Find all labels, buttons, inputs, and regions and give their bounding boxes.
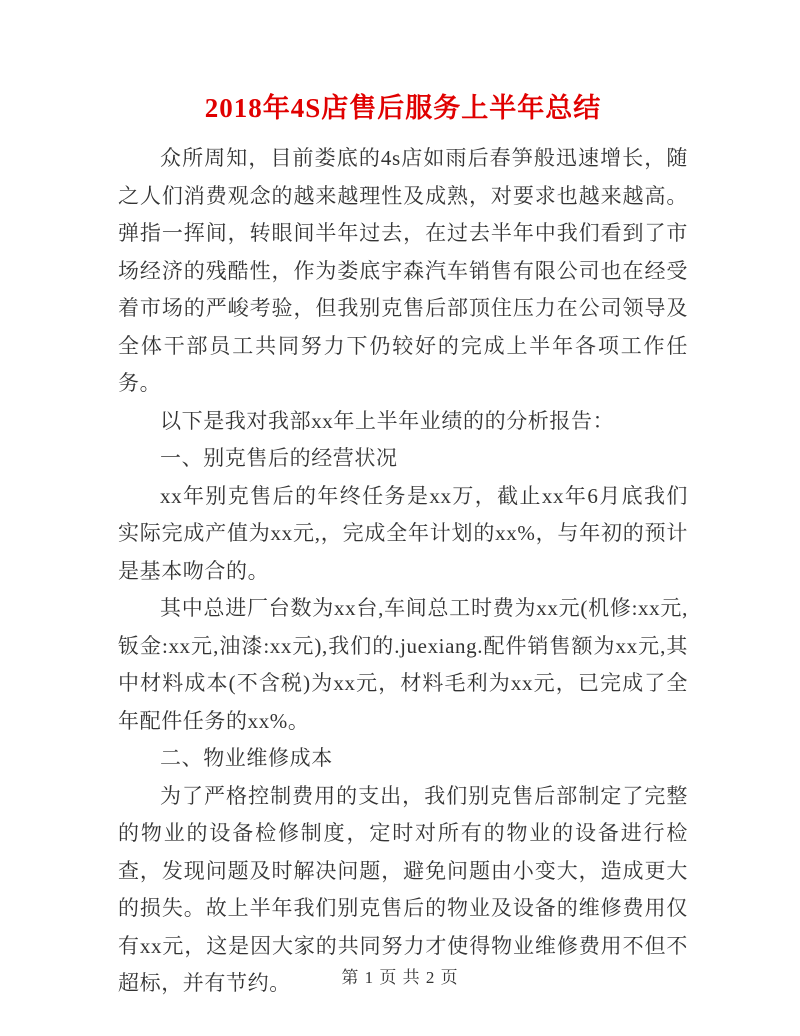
paragraph-section1-b: 其中总进厂台数为xx台,车间总工时费为xx元(机修:xx元,钣金:xx元,油漆:xx元),我们的.juexiang.配件销售额为xx元,其中材料成本(不含税)为xx元，材料毛利为xx元，已完成了全年配件任务的xx%。 (118, 596, 688, 733)
paragraph-section1-a: xx年别克售后的年终任务是xx万，截止xx年6月底我们实际完成产值为xx元,，完成全年计划的xx%，与年初的预计是基本吻合的。 (118, 483, 688, 583)
section-heading-2: 二、物业维修成本 (160, 746, 333, 770)
paragraph-intro: 众所周知，目前娄底的4s店如雨后春笋般迅速增长，随之人们消费观念的越来越理性及成熟，对要求也越来越高。弹指一挥间，转眼间半年过去，在过去半年中我们看到了市场经济的残酷性，作为娄底宇森汽车销售有限公司也在经受着市场的严峻考验，但我别克售后部顶住压力在公司领导及全体干部员工共同努力下仍较好的完成上半年各项工作任务。 (118, 146, 688, 395)
page-number: 第 1 页 共 2 页 (341, 968, 459, 987)
document-title: 2018年4S店售后服务上半年总结 (204, 93, 602, 123)
section-heading-1: 一、别克售后的经营状况 (160, 446, 398, 470)
paragraph-report-lead: 以下是我对我部xx年上半年业绩的的分析报告： (160, 408, 615, 433)
paragraph-section2: 为了严格控制费用的支出，我们别克售后部制定了完整的物业的设备检修制度，定时对所有的物业的设备进行检查，发现问题及时解决问题，避免问题由小变大，造成更大的损失。故上半年我们别克售后的物业及设备的维修费用仅有xx元，这是因大家的共同努力才使得物业维修费用不但不超标，并有节约。 (118, 783, 688, 995)
